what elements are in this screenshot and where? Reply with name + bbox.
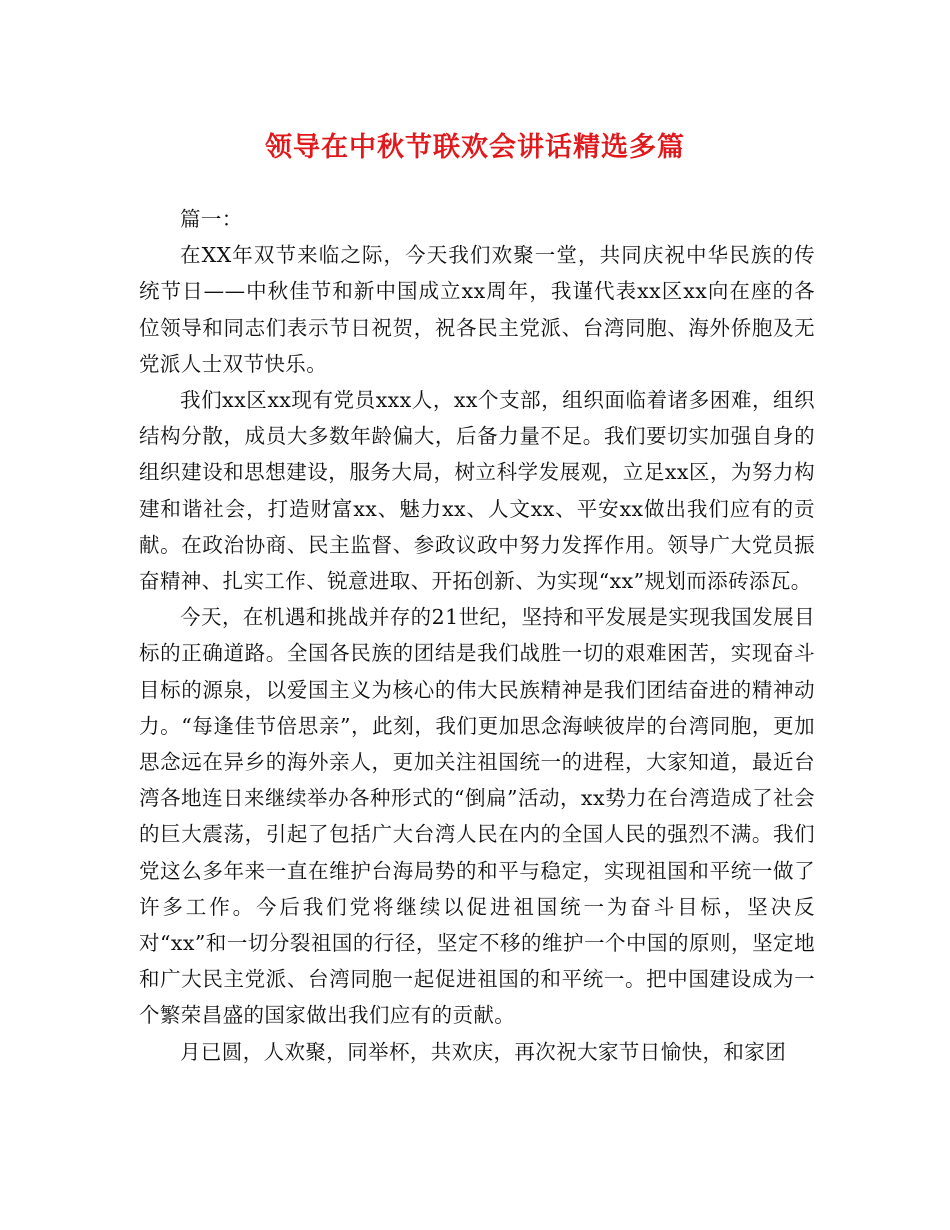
document-body bbox=[139, 201, 815, 1070]
paragraph: 我们xx区xx现有党员xxx人，xx个支部，组织面临着诸多困难，组织结构分散，成员大多数年龄偏大，后备力量不足。我们要切实加强自身的组织建设和思想建设，服务大局，树立科学发展观，立足xx区，为努力构建和谐社会，打造财富xx、魅力xx、人文xx、平安xx做出我们应有的贡献。在政治协商、民主监督、参政议政中努力发挥作用。领导广大党员振奋精神、扎实工作、锐意进取、开拓创新、为实现“xx”规划而添砖添瓦。 bbox=[139, 388, 815, 594]
paragraph: 在XX年双节来临之际，今天我们欢聚一堂，共同庆祝中华民族的传统节日——中秋佳节和新中国成立xx周年，我谨代表xx区xx向在座的各位领导和同志们表示节日祝贺，祝各民主党派、台湾同胞、海外侨胞及无党派人士双节快乐。 bbox=[139, 243, 815, 376]
paragraph: 今天，在机遇和挑战并存的21世纪，坚持和平发展是实现我国发展目标的正确道路。全国各民族的团结是我们战胜一切的艰难困苦，实现奋斗目标的源泉，以爱国主义为核心的伟大民族精神是我们团结奋进的精神动力。“每逢佳节倍思亲”，此刻，我们更加思念海峡彼岸的台湾同胞，更加思念远在异乡的海外亲人，更加关注祖国统一的进程，大家知道，最近台湾各地连日来继续举办各种形式的“倒扁”活动，xx势力在台湾造成了社会的巨大震荡，引起了包括广大台湾人民在内的全国人民的强烈不满。我们党这么多年来一直在维护台海局势的和平与稳定，实现祖国和平统一做了许多工作。今后我们党将继续以促进祖国统一为奋斗目标，坚决反对“xx”和一切分裂祖国的行径，坚定不移的维护一个中国的原则，坚定地和广大民主党派、台湾同胞一起促进祖国的和平统一。把中国建设成为一个繁荣昌盛的国家做出我们应有的贡献。 bbox=[139, 605, 815, 1028]
section-heading: 篇一： bbox=[180, 207, 243, 231]
document-title: 领导在中秋节联欢会讲话精选多篇 bbox=[265, 132, 685, 163]
paragraph: 月已圆，人欢聚，同举杯，共欢庆，再次祝大家节日愉快，和家团 bbox=[180, 1039, 787, 1064]
